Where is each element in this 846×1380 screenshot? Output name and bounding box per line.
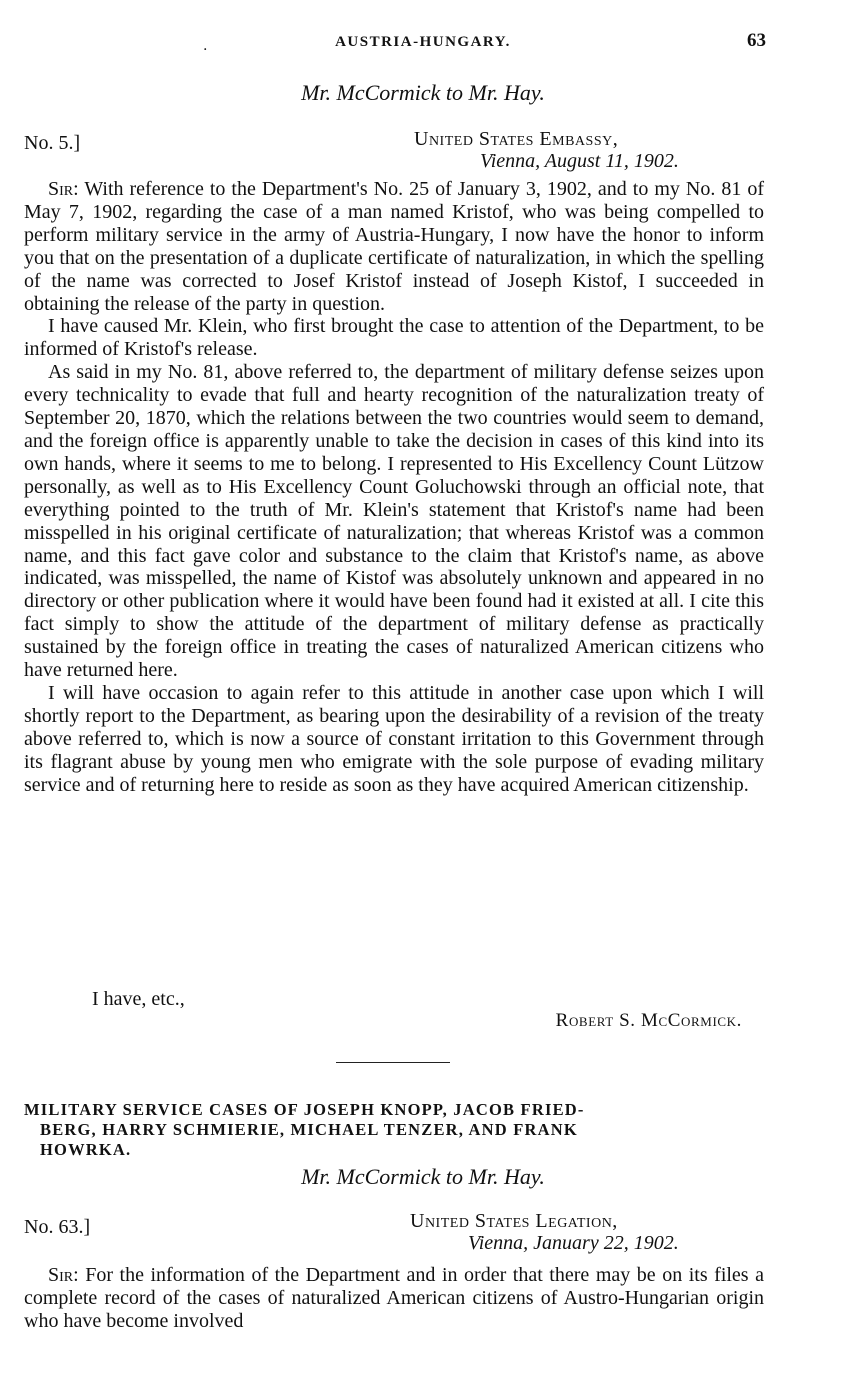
running-head bbox=[0, 30, 846, 60]
letter-date: Vienna, August 11, 1902. bbox=[480, 150, 679, 172]
section-heading bbox=[24, 1100, 764, 1160]
sender-address bbox=[414, 128, 618, 151]
closing: I have, etc., bbox=[92, 988, 185, 1010]
body-paragraph: As said in my No. 81, above referred to, the department of military defense seizes upon every technicality to evade that full and hearty recognition of the naturalization treaty of September 20, 1870, which the relations between the two countries would seem to demand, and the foreign office is apparently unable to take the decision in cases of this kind into its own hands, where it seems to me to belong. I represented to His Excellency Count Lützow personally, as well as to His Excellency Count Goluchowski through an official note, that everything pointed to the truth of Mr. Klein's statement that Kristof's name had been misspelled in his original certificate of naturalization; that whereas Kristof was a common name, and this fact gave color and substance to the claim that Kristof's name, as above indicated, was misspelled, the name of Kistof was absolutely unknown and appeared in no directory or other publication where it would have been found had it existed at all. I cite this fact simply to show the attitude of the department of military defense as practically sustained by the foreign office in treating the cases of naturalized American citizens who have returned here. bbox=[24, 361, 764, 682]
sender-address bbox=[410, 1210, 618, 1233]
section-heading-line: MILITARY SERVICE CASES OF JOSEPH KNOPP, JACOB FRIED- bbox=[24, 1100, 585, 1119]
body-paragraph: I have caused Mr. Klein, who first brought the case to attention of the Department, to be informed of Kristof's release. bbox=[24, 315, 764, 361]
stray-mark: . bbox=[203, 38, 208, 54]
section-heading-line: BERG, HARRY SCHMIERIE, MICHAEL TENZER, AND FRANK bbox=[40, 1120, 578, 1139]
paragraph-text: For the information of the Department and in order that there may be on its files a complete record of the cases of naturalized American citizens of Austro-Hungarian origin who have become involved bbox=[24, 1264, 764, 1332]
letter-body bbox=[24, 178, 764, 796]
body-paragraph bbox=[24, 1264, 764, 1333]
letter-date: Vienna, January 22, 1902. bbox=[468, 1232, 679, 1254]
document-number: No. 63.] bbox=[24, 1216, 91, 1238]
sender-name: United States Legation, bbox=[410, 1210, 618, 1232]
paragraph-text: With reference to the Department's No. 25 of January 3, 1902, and to my No. 81 of May 7, 1902, regarding the case of a man named Kristof, who was being compelled to perform military service in the army of Austria-Hungary, I now have the honor to inform you that on the presentation of a duplicate certificate of naturalization, in which the spelling of the name was corrected to Josef Kristof instead of Joseph Kistof, I succeeded in obtaining the release of the party in question. bbox=[24, 178, 764, 315]
document-number: No. 5.] bbox=[24, 132, 81, 154]
section-heading-line: HOWRKA. bbox=[40, 1140, 132, 1159]
letter-heading: Mr. McCormick to Mr. Hay. bbox=[301, 1164, 545, 1189]
page-number: 63 bbox=[747, 30, 766, 51]
sender-name: United States Embassy, bbox=[414, 128, 619, 150]
body-paragraph bbox=[24, 178, 764, 315]
body-paragraph: I will have occasion to again refer to this attitude in another case upon which I will shortly report to the Department, as bearing upon the desirability of a revision of the treaty above referred to, which is now a source of constant irritation to this Government through its flagrant abuse by young men who emigrate with the sole purpose of evading military service and of returning here to reside as soon as they have acquired American citizenship. bbox=[24, 681, 764, 796]
running-title: AUSTRIA-HUNGARY. bbox=[335, 34, 511, 50]
salutation: Sir: bbox=[48, 178, 79, 200]
letter-body bbox=[24, 1264, 764, 1333]
section-divider bbox=[336, 1062, 450, 1063]
letter-heading: Mr. McCormick to Mr. Hay. bbox=[301, 80, 545, 105]
signature: Robert S. McCormick. bbox=[555, 1010, 742, 1031]
salutation: Sir: bbox=[48, 1264, 79, 1286]
